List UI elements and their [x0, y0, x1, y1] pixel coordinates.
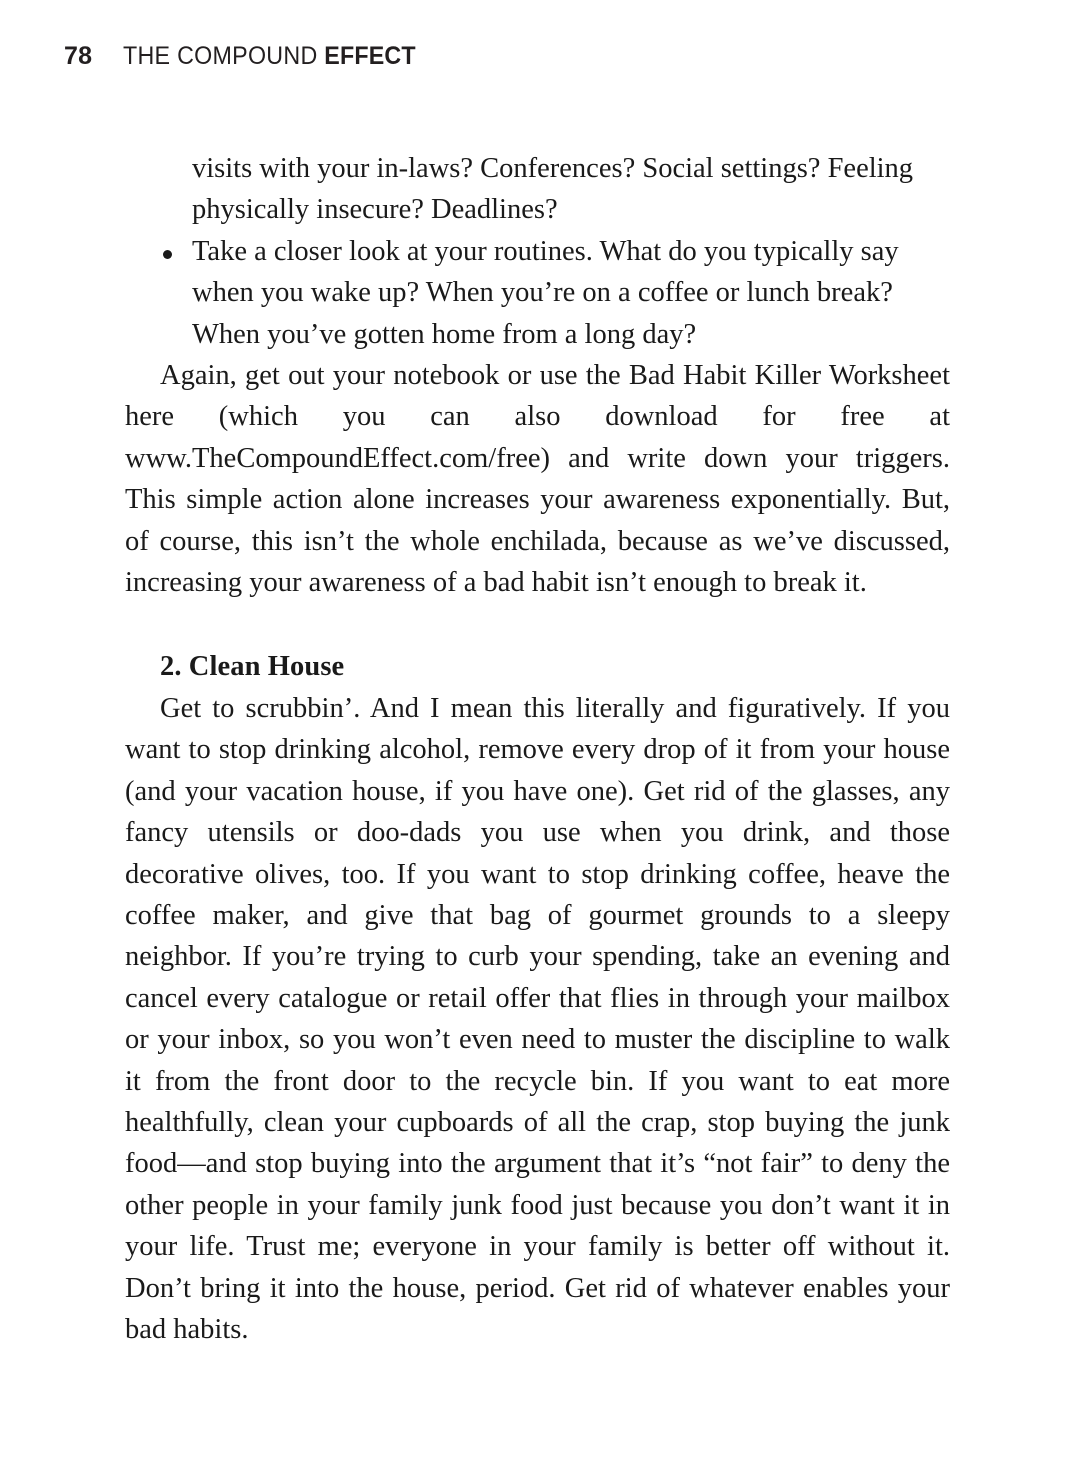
list-item-text: visits with your in-laws? Conferences? Social settings? Feeling physically insecure? Deadlines? [192, 153, 914, 226]
section-heading-clean-house: 2. Clean House [160, 651, 345, 683]
book-title-bold: EFFECT [324, 42, 417, 70]
list-item [125, 231, 938, 355]
bullet-dot-icon [163, 250, 172, 259]
list-item [125, 148, 938, 231]
list-item-text: Take a closer look at your routines. What do you typically say when you wake up? When you’re on a coffee or lunch break? When you’ve gotten home from a long day? [192, 235, 899, 350]
bullet-list [125, 148, 938, 355]
running-head [64, 42, 438, 71]
book-title [123, 42, 416, 71]
page-number: 78 [64, 42, 93, 70]
spacer [125, 603, 950, 646]
paragraph-again: Again, get out your notebook or use the Bad Habit Killer Worksheet here (which you can also download for free at www.TheCompoundEffect.com/free) and write down your triggers. This simple action alone increases your awareness exponentially. But, of course, this isn’t the whole enchilada, because as we’ve discussed, increasing your awareness of a bad habit isn’t enough to break it. [125, 360, 950, 599]
paragraph-clean-house: Get to scrubbin’. And I mean this literally and figuratively. If you want to stop drinking alcohol, remove every drop of it from your house (and your vacation house, if you have one). Get rid of the glasses, any fancy utensils or doo-dads you use when you drink, and those decorative olives, too. If you want to stop drinking coffee, heave the coffee maker, and give that bag of gourmet grounds to a sleepy neighbor. If you’re trying to curb your spending, take an evening and cancel every catalogue or retail offer that flies in through your mailbox or your inbox, so you won’t even need to muster the discipline to walk it from the front door to the recycle bin. If you want to eat more healthfully, clean your cupboards of all the crap, stop buying the junk food—and stop buying into the argument that it’s “not fair” to deny the other people in your family junk food just because you don’t want it in your life. Trust me; everyone in your family is better off without it. Don’t bring it into the house, period. Get rid of whatever enables your bad habits. [125, 692, 950, 1345]
page-body [125, 148, 950, 1350]
book-title-regular: THE COMPOUND [123, 42, 318, 70]
